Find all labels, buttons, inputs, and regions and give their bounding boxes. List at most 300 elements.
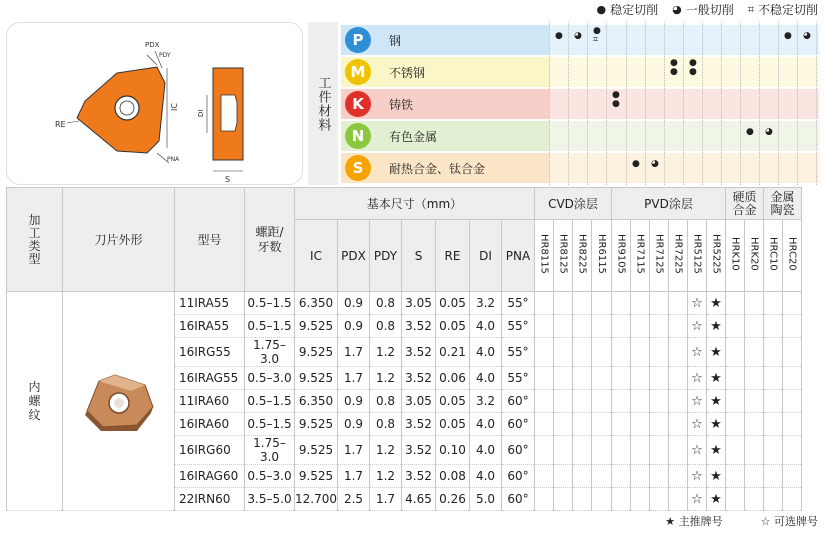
grade-header-hr8225 bbox=[573, 220, 592, 292]
stable-cut-icon: ● bbox=[632, 159, 640, 169]
grade-cell-hrk20 bbox=[745, 315, 764, 338]
grade-grid-line bbox=[587, 22, 588, 185]
cell-di: 3.2 bbox=[470, 292, 502, 315]
grade-grid-line bbox=[759, 22, 760, 185]
grade-cell-hrk10 bbox=[726, 338, 745, 367]
general-cut-icon: ◕ bbox=[765, 127, 773, 137]
grade-header-label: HR8225 bbox=[576, 234, 588, 274]
grade-cell-hr7115 bbox=[631, 436, 650, 465]
grade-header-label: HR5225 bbox=[710, 234, 722, 274]
cell-s: 4.65 bbox=[402, 488, 436, 511]
grade-cell-hrc20 bbox=[783, 315, 802, 338]
cell-model: 11IRA55 bbox=[175, 292, 245, 315]
cell-pdx: 0.9 bbox=[338, 413, 370, 436]
grade-cell-hr5125 bbox=[688, 390, 707, 413]
grade-cell-hr8115 bbox=[535, 292, 554, 315]
recommended-star-icon: ★ bbox=[710, 296, 722, 311]
cell-pdx: 1.7 bbox=[338, 367, 370, 390]
cell-pna: 60° bbox=[502, 465, 535, 488]
grade-cell-hr5225 bbox=[707, 315, 726, 338]
recommended-star-icon: ★ bbox=[710, 371, 722, 386]
grade-header-label: HR5125 bbox=[691, 234, 703, 274]
optional-star-icon: ☆ bbox=[691, 469, 703, 484]
stable-cut-icon: ● bbox=[555, 31, 563, 41]
cell-pna: 60° bbox=[502, 390, 535, 413]
grade-cell-hrk20 bbox=[745, 413, 764, 436]
dim-header-pdx: PDX bbox=[338, 220, 370, 292]
grade-cell-hr7115 bbox=[631, 338, 650, 367]
material-row-m bbox=[341, 57, 549, 87]
optional-star-icon: ☆ bbox=[691, 345, 703, 360]
footer-optional: ☆ 可选牌号 bbox=[760, 515, 818, 528]
cell-pitch: 3.5–5.0 bbox=[245, 488, 295, 511]
legend-stable-label: 稳定切削 bbox=[610, 3, 659, 17]
cell-pna: 55° bbox=[502, 292, 535, 315]
grade-cell-hrk20 bbox=[745, 436, 764, 465]
grade-cell-hrc10 bbox=[764, 413, 783, 436]
grade-cell-hr5125 bbox=[688, 413, 707, 436]
grade-cell-hrk10 bbox=[726, 315, 745, 338]
grade-cell-hr7225 bbox=[669, 413, 688, 436]
general-cut-icon: ◕ bbox=[574, 31, 582, 41]
grade-cell-hr9105 bbox=[612, 390, 631, 413]
grade-cell-hr9105 bbox=[612, 413, 631, 436]
grade-header-label: HR7125 bbox=[653, 234, 665, 274]
grade-cell-hr8125 bbox=[554, 292, 573, 315]
grade-cell-hr6115 bbox=[592, 292, 612, 315]
cell-pitch: 1.75–3.0 bbox=[245, 338, 295, 367]
insert-technical-drawing bbox=[7, 23, 304, 186]
grade-cell-hrk10 bbox=[726, 488, 745, 511]
recommended-star-icon: ★ bbox=[710, 492, 722, 507]
re-label: RE bbox=[55, 120, 66, 129]
dim-header-di: DI bbox=[470, 220, 502, 292]
processing-type-header: 加工类型 bbox=[7, 188, 63, 292]
insert-drawing-panel bbox=[6, 22, 303, 185]
grade-cell-hr6115 bbox=[592, 465, 612, 488]
grade-cell-hr7115 bbox=[631, 488, 650, 511]
grade-cell-hrk20 bbox=[745, 338, 764, 367]
grade-cell-hrc20 bbox=[783, 436, 802, 465]
grade-cell-hr5125 bbox=[688, 338, 707, 367]
footer-legend bbox=[665, 513, 818, 529]
grade-cell-hr8225 bbox=[573, 488, 592, 511]
grade-cell-hr7225 bbox=[669, 436, 688, 465]
s-label: S bbox=[225, 175, 231, 184]
grade-grid-line bbox=[702, 22, 703, 185]
grade-grid-line bbox=[606, 22, 607, 185]
cell-pdy: 0.8 bbox=[370, 390, 402, 413]
grade-cell-hr9105 bbox=[612, 367, 631, 390]
grade-cell-hrk10 bbox=[726, 390, 745, 413]
grade-cell-hrc20 bbox=[783, 390, 802, 413]
material-row-n bbox=[341, 121, 549, 151]
grade-header-hrk20 bbox=[745, 220, 764, 292]
cell-s: 3.05 bbox=[402, 292, 436, 315]
cell-pdx: 2.5 bbox=[338, 488, 370, 511]
grade-cell-hr7115 bbox=[631, 292, 650, 315]
cell-model: 16IRA55 bbox=[175, 315, 245, 338]
grade-header-hr8125 bbox=[554, 220, 573, 292]
processing-type-cell bbox=[7, 292, 63, 511]
grade-header-hr5225 bbox=[707, 220, 726, 292]
grade-cell-hr9105 bbox=[612, 465, 631, 488]
grade-cell-hrc20 bbox=[783, 465, 802, 488]
cell-model: 16IRG60 bbox=[175, 436, 245, 465]
grade-cell-hr8115 bbox=[535, 338, 554, 367]
grade-cell-hr9105 bbox=[612, 488, 631, 511]
grade-cell-hrc20 bbox=[783, 413, 802, 436]
grade-header-hr6115 bbox=[592, 220, 612, 292]
grade-cell-hr7125 bbox=[650, 436, 669, 465]
optional-star-icon: ☆ bbox=[691, 319, 703, 334]
grade-cell-hrc10 bbox=[764, 315, 783, 338]
cell-s: 3.52 bbox=[402, 338, 436, 367]
cell-pna: 55° bbox=[502, 315, 535, 338]
cell-di: 4.0 bbox=[470, 436, 502, 465]
grade-header-label: HRC20 bbox=[786, 237, 798, 271]
cell-re: 0.26 bbox=[436, 488, 470, 511]
grade-cell-hr7225 bbox=[669, 367, 688, 390]
stable-cut-icon: ● bbox=[689, 58, 697, 68]
grade-cell-hr8125 bbox=[554, 488, 573, 511]
grade-cell-hr7125 bbox=[650, 367, 669, 390]
cell-pdy: 0.8 bbox=[370, 292, 402, 315]
grade-grid-line bbox=[816, 22, 817, 185]
cell-pitch: 0.5–1.5 bbox=[245, 315, 295, 338]
cell-re: 0.05 bbox=[436, 292, 470, 315]
stable-cut-icon: ● bbox=[593, 26, 601, 36]
grade-header-hr5125 bbox=[688, 220, 707, 292]
grade-cell-hr7125 bbox=[650, 413, 669, 436]
cell-ic: 12.700 bbox=[295, 488, 338, 511]
grade-grid-line bbox=[626, 22, 627, 185]
model-header: 型号 bbox=[175, 188, 245, 292]
pdy-label: PDY bbox=[159, 52, 171, 59]
grade-header-hr7115 bbox=[631, 220, 650, 292]
grade-header-hr7125 bbox=[650, 220, 669, 292]
spec-table bbox=[6, 187, 802, 511]
material-name: 钢 bbox=[389, 33, 402, 48]
grade-cell-hrc10 bbox=[764, 436, 783, 465]
grade-cell-hr6115 bbox=[592, 390, 612, 413]
grade-cell-hr5225 bbox=[707, 390, 726, 413]
unstable-cut-icon: ⌗ bbox=[747, 3, 754, 16]
cell-ic: 9.525 bbox=[295, 465, 338, 488]
cell-ic: 9.525 bbox=[295, 315, 338, 338]
grade-cell-hrk10 bbox=[726, 436, 745, 465]
cell-di: 4.0 bbox=[470, 338, 502, 367]
grade-cell-hr5125 bbox=[688, 436, 707, 465]
cell-pdy: 0.8 bbox=[370, 413, 402, 436]
cvd-header: CVD涂层 bbox=[535, 188, 612, 220]
cell-s: 3.52 bbox=[402, 367, 436, 390]
cell-pitch: 0.5–3.0 bbox=[245, 367, 295, 390]
shape-header: 刀片外形 bbox=[63, 188, 175, 292]
grade-cell-hrk10 bbox=[726, 465, 745, 488]
cell-model: 16IRAG55 bbox=[175, 367, 245, 390]
legend-stable bbox=[597, 1, 659, 18]
carbide-header: 硬质合金 bbox=[726, 188, 764, 220]
grade-cell-hr8125 bbox=[554, 465, 573, 488]
top-legend bbox=[597, 1, 818, 18]
cell-pdy: 1.7 bbox=[370, 488, 402, 511]
grade-cell-hr8125 bbox=[554, 315, 573, 338]
di-label: DI bbox=[197, 109, 205, 117]
cell-ic: 9.525 bbox=[295, 338, 338, 367]
table-row bbox=[7, 292, 802, 315]
grade-cell-hrc20 bbox=[783, 292, 802, 315]
grade-cell-hrk20 bbox=[745, 465, 764, 488]
grade-header-label: HR8115 bbox=[538, 234, 550, 274]
cell-model: 16IRAG60 bbox=[175, 465, 245, 488]
material-name: 耐热合金、钛合金 bbox=[389, 161, 486, 176]
cell-pdy: 1.2 bbox=[370, 338, 402, 367]
cell-re: 0.06 bbox=[436, 367, 470, 390]
legend-general bbox=[672, 1, 734, 18]
optional-star-icon: ☆ bbox=[691, 394, 703, 409]
grade-cell-hr7115 bbox=[631, 390, 650, 413]
grade-cell-hr6115 bbox=[592, 315, 612, 338]
grade-cell-hr9105 bbox=[612, 436, 631, 465]
cell-re: 0.05 bbox=[436, 413, 470, 436]
grade-cell-hrc10 bbox=[764, 338, 783, 367]
grade-cell-hr7115 bbox=[631, 315, 650, 338]
grade-header-label: HR8125 bbox=[557, 234, 569, 274]
material-badge-p: P bbox=[345, 27, 371, 53]
material-row-p bbox=[341, 25, 549, 55]
grade-header-hrc20 bbox=[783, 220, 802, 292]
dim-header-ic: IC bbox=[295, 220, 338, 292]
grade-cell-hr8115 bbox=[535, 488, 554, 511]
grade-cell-hrk20 bbox=[745, 367, 764, 390]
grade-grid-line bbox=[797, 22, 798, 185]
cell-pdy: 0.8 bbox=[370, 315, 402, 338]
grade-grid-line bbox=[645, 22, 646, 185]
cell-re: 0.10 bbox=[436, 436, 470, 465]
grade-cell-hrc20 bbox=[783, 338, 802, 367]
grade-cell-hr8225 bbox=[573, 338, 592, 367]
cell-pdx: 1.7 bbox=[338, 465, 370, 488]
cell-pdy: 1.2 bbox=[370, 436, 402, 465]
grade-cell-hr5225 bbox=[707, 488, 726, 511]
material-row-k bbox=[341, 89, 549, 119]
work-material-label bbox=[308, 22, 338, 185]
grade-cell-hr8115 bbox=[535, 413, 554, 436]
cell-s: 3.52 bbox=[402, 315, 436, 338]
processing-type-value: 内螺纹 bbox=[28, 380, 41, 422]
grade-cell-hr8125 bbox=[554, 413, 573, 436]
grade-cell-hr5125 bbox=[688, 465, 707, 488]
grade-cell-hr7125 bbox=[650, 338, 669, 367]
grade-cell-hr8125 bbox=[554, 367, 573, 390]
recommended-star-icon: ★ bbox=[710, 394, 722, 409]
grade-grid-line bbox=[740, 22, 741, 185]
grade-cell-hr5125 bbox=[688, 367, 707, 390]
grade-cell-hr8125 bbox=[554, 338, 573, 367]
grade-cell-hrk20 bbox=[745, 292, 764, 315]
cell-model: 11IRA60 bbox=[175, 390, 245, 413]
cell-s: 3.52 bbox=[402, 436, 436, 465]
grade-cell-hr7225 bbox=[669, 315, 688, 338]
material-name: 有色金属 bbox=[389, 129, 438, 144]
grade-header-hrk10 bbox=[726, 220, 745, 292]
grade-cell-hr8125 bbox=[554, 436, 573, 465]
pitch-header: 螺距/牙数 bbox=[245, 188, 295, 292]
grade-grid-line bbox=[664, 22, 665, 185]
grade-cell-hr9105 bbox=[612, 338, 631, 367]
material-badge-m: M bbox=[345, 59, 371, 85]
insert-photo-icon bbox=[79, 367, 159, 433]
cell-re: 0.05 bbox=[436, 390, 470, 413]
material-name: 不锈钢 bbox=[389, 65, 426, 80]
grade-cell-hr8115 bbox=[535, 315, 554, 338]
grade-grid-line bbox=[721, 22, 722, 185]
recommended-star-icon: ★ bbox=[710, 319, 722, 334]
grade-cell-hr5225 bbox=[707, 465, 726, 488]
grade-cell-hrc10 bbox=[764, 465, 783, 488]
grade-grid-line bbox=[778, 22, 779, 185]
basic-size-header: 基本尺寸（mm） bbox=[295, 188, 535, 220]
cell-model: 22IRN60 bbox=[175, 488, 245, 511]
grade-header-label: HR6115 bbox=[596, 234, 607, 274]
legend-general-label: 一般切削 bbox=[685, 3, 734, 17]
grade-cell-hr7125 bbox=[650, 488, 669, 511]
optional-star-icon: ☆ bbox=[691, 296, 703, 311]
grade-cell-hr8115 bbox=[535, 465, 554, 488]
cell-ic: 6.350 bbox=[295, 292, 338, 315]
grade-grid-line bbox=[683, 22, 684, 185]
grade-cell-hr5225 bbox=[707, 367, 726, 390]
optional-star-icon: ☆ bbox=[691, 443, 703, 458]
cell-pdx: 1.7 bbox=[338, 436, 370, 465]
grade-cell-hr7115 bbox=[631, 413, 650, 436]
grade-header-label: HR7115 bbox=[634, 234, 646, 274]
grade-cell-hr5225 bbox=[707, 338, 726, 367]
cell-pna: 60° bbox=[502, 413, 535, 436]
optional-star-icon: ☆ bbox=[691, 371, 703, 386]
stable-cut-icon: ● bbox=[670, 67, 678, 77]
cell-re: 0.05 bbox=[436, 315, 470, 338]
material-badge-k: K bbox=[345, 91, 371, 117]
recommended-star-icon: ★ bbox=[710, 417, 722, 432]
cell-s: 3.52 bbox=[402, 465, 436, 488]
grade-cell-hr9105 bbox=[612, 315, 631, 338]
grade-cell-hr5125 bbox=[688, 292, 707, 315]
grade-cell-hr8225 bbox=[573, 367, 592, 390]
grade-cell-hr7225 bbox=[669, 390, 688, 413]
material-badge-n: N bbox=[345, 123, 371, 149]
grade-cell-hr5225 bbox=[707, 413, 726, 436]
stable-cut-icon: ● bbox=[746, 127, 754, 137]
grade-cell-hr7115 bbox=[631, 367, 650, 390]
cell-pdx: 0.9 bbox=[338, 390, 370, 413]
grade-cell-hrc20 bbox=[783, 367, 802, 390]
grade-cell-hr8115 bbox=[535, 367, 554, 390]
cell-ic: 6.350 bbox=[295, 390, 338, 413]
cell-model: 16IRG55 bbox=[175, 338, 245, 367]
grade-cell-hr7115 bbox=[631, 465, 650, 488]
grade-cell-hr7125 bbox=[650, 315, 669, 338]
general-cut-icon: ◕ bbox=[672, 3, 682, 16]
grade-cell-hr6115 bbox=[592, 413, 612, 436]
grade-cell-hr7225 bbox=[669, 488, 688, 511]
grade-cell-hr7225 bbox=[669, 338, 688, 367]
cell-pna: 55° bbox=[502, 367, 535, 390]
dim-header-s: S bbox=[402, 220, 436, 292]
grade-cell-hr8225 bbox=[573, 413, 592, 436]
grade-cell-hr9105 bbox=[612, 292, 631, 315]
dim-header-pna: PNA bbox=[502, 220, 535, 292]
grade-cell-hr8125 bbox=[554, 390, 573, 413]
grade-cell-hrc10 bbox=[764, 390, 783, 413]
dim-header-pdy: PDY bbox=[370, 220, 402, 292]
stable-cut-icon: ● bbox=[612, 90, 620, 100]
ic-label: IC bbox=[170, 103, 179, 111]
cell-pdy: 1.2 bbox=[370, 367, 402, 390]
recommended-star-icon: ★ bbox=[710, 345, 722, 360]
legend-unstable-label: 不稳定切削 bbox=[757, 3, 818, 17]
grade-header-label: HRC10 bbox=[767, 237, 779, 271]
stable-cut-icon: ● bbox=[689, 67, 697, 77]
grade-cell-hrc10 bbox=[764, 488, 783, 511]
insert-shape-cell bbox=[63, 292, 175, 511]
cell-ic: 9.525 bbox=[295, 367, 338, 390]
grade-cell-hr7125 bbox=[650, 465, 669, 488]
grade-cell-hr8225 bbox=[573, 315, 592, 338]
grade-cell-hr7225 bbox=[669, 292, 688, 315]
grade-cell-hr6115 bbox=[592, 367, 612, 390]
cell-pdx: 0.9 bbox=[338, 292, 370, 315]
grade-cell-hr8225 bbox=[573, 292, 592, 315]
grade-grid-line bbox=[568, 22, 569, 185]
grade-header-hr7225 bbox=[669, 220, 688, 292]
grade-header-hrc10 bbox=[764, 220, 783, 292]
cell-di: 4.0 bbox=[470, 315, 502, 338]
cell-s: 3.52 bbox=[402, 413, 436, 436]
cell-pdx: 1.7 bbox=[338, 338, 370, 367]
cell-pitch: 0.5–1.5 bbox=[245, 390, 295, 413]
pdx-label: PDX bbox=[145, 41, 160, 49]
cell-di: 4.0 bbox=[470, 465, 502, 488]
stable-cut-icon: ● bbox=[784, 31, 792, 41]
grade-cell-hrc10 bbox=[764, 292, 783, 315]
cell-di: 4.0 bbox=[470, 413, 502, 436]
cell-ic: 9.525 bbox=[295, 436, 338, 465]
pvd-header: PVD涂层 bbox=[612, 188, 726, 220]
material-badge-s: S bbox=[345, 155, 371, 181]
general-cut-icon: ◕ bbox=[803, 31, 811, 41]
cell-di: 4.0 bbox=[470, 367, 502, 390]
general-cut-icon: ◕ bbox=[651, 159, 659, 169]
grade-cell-hr7225 bbox=[669, 465, 688, 488]
grade-header-hr8115 bbox=[535, 220, 554, 292]
grade-cell-hrk10 bbox=[726, 367, 745, 390]
cell-di: 5.0 bbox=[470, 488, 502, 511]
cell-model: 16IRA60 bbox=[175, 413, 245, 436]
material-name: 铸铁 bbox=[389, 97, 414, 112]
cell-pitch: 1.75–3.0 bbox=[245, 436, 295, 465]
grade-cell-hr5125 bbox=[688, 315, 707, 338]
grade-cell-hrk20 bbox=[745, 488, 764, 511]
cermet-header: 金属陶瓷 bbox=[764, 188, 802, 220]
grade-cell-hr5225 bbox=[707, 436, 726, 465]
grade-header-label: HRK20 bbox=[748, 237, 760, 271]
pna-label: PNA bbox=[167, 156, 180, 163]
cell-pdy: 1.2 bbox=[370, 465, 402, 488]
grade-cell-hr7125 bbox=[650, 292, 669, 315]
grade-cell-hrk10 bbox=[726, 413, 745, 436]
